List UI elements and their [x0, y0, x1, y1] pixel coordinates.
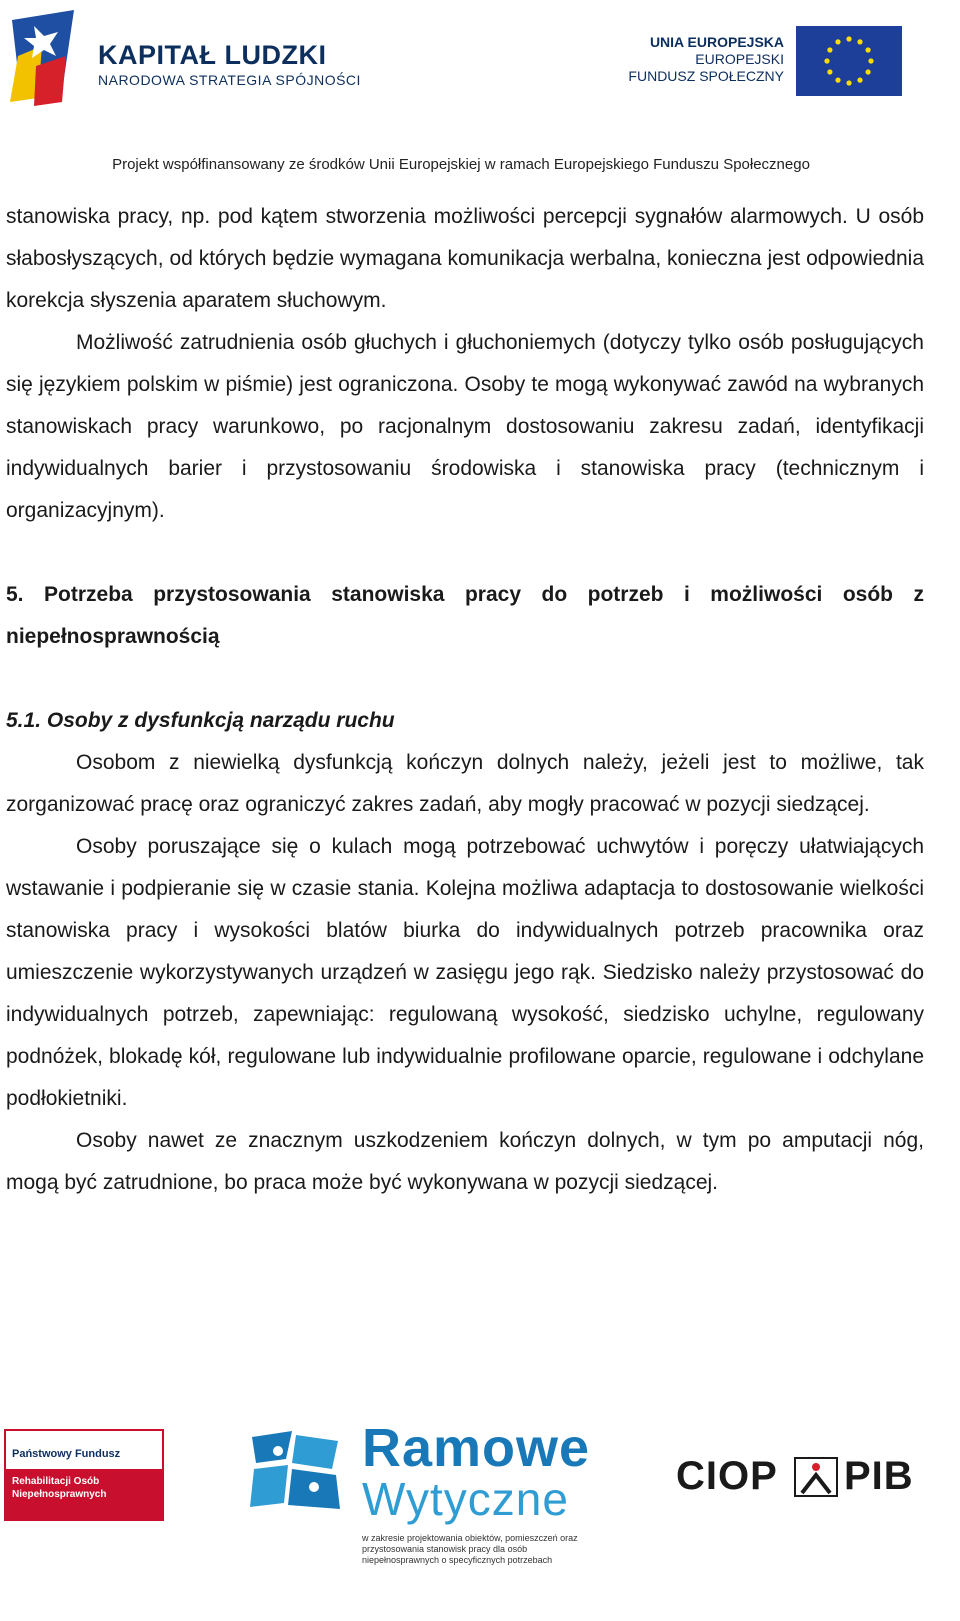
document-body [6, 196, 924, 1204]
ramowe-title: Ramowe [362, 1418, 591, 1478]
eu-star-icon [857, 39, 862, 44]
eu-name: UNIA EUROPEJSKA [649, 34, 784, 50]
pfron-line1: Państwowy Fundusz [12, 1448, 121, 1460]
pfron-logo [4, 1429, 164, 1521]
paragraph-hearing-correction: stanowiska pracy, np. pod kątem stworzenia możliwości percepcji sygnałów alarmowych. U osób słabosłyszących, od których będzie wymagana komunikacja werbalna, konieczna jest odpowiednia korekcja słyszenia aparatem słuchowym. [6, 205, 924, 312]
paragraph-deaf-employment: Możliwość zatrudnienia osób głuchych i głuchoniemych (dotyczy tylko osób posługujących się językiem polskim w piśmie) jest ograniczona. Osoby te mogą wykonywać zawód na wybranych stanowiskach pracy warunkowo, po racjonalnym dostosowaniu zakresu zadań, identyfikacji indywidualnych barier i przystosowaniu środowiska i stanowiska pracy (technicznym i organizacyjnym). [6, 331, 924, 522]
wytyczne-title: Wytyczne [362, 1473, 569, 1525]
pfron-lines-2-3 [12, 1475, 106, 1501]
eu-fund-line1: EUROPEJSKI [695, 51, 784, 67]
ciop-text: CIOP [676, 1454, 778, 1498]
paragraph-crutches: Osoby poruszające się o kulach mogą potrzebować uchwytów i poręczy ułatwiających wstawanie i podpieranie się w czasie stania. Kolejna możliwa adaptacja to dostosowanie wielkości stanowiska pracy i wysokości blatów biurka do indywidualnych potrzeb pracownika oraz umieszczenie wykorzystywanych urządzeń w zasięgu jego rąk. Siedzisko należy przystosować do indywidualnych potrzeb, zapewniając: regulowaną wysokość, siedzisko uchylne, regulowany podnóżek, blokadę kół, regulowane lub indywidualnie profilowane oparcie, regulowane i odchylane podłokietniki. [6, 835, 924, 1110]
ramowe-wytyczne-subtitle: w zakresie projektowania obiektów, pomieszczeń oraz przystosowania stanowisk pracy dla osób niepełnosprawnych o specyficznych potrzebach [362, 1533, 578, 1565]
kapital-ludzki-subtitle: NARODOWA STRATEGIA SPÓJNOŚCI [98, 72, 361, 88]
eu-star-icon [857, 78, 862, 83]
eu-star-icon [824, 58, 829, 63]
page-footer [0, 1415, 960, 1621]
eu-text-block [600, 34, 784, 85]
eu-star-icon [835, 78, 840, 83]
kapital-ludzki-title: KAPITAŁ LUDZKI [98, 40, 327, 70]
pfron-line2: Rehabilitacji Osób [12, 1476, 100, 1487]
page-header [0, 0, 960, 190]
paragraph-lower-limb: Osobom z niewielką dysfunkcją kończyn dolnych należy, jeżeli jest to możliwe, tak zorganizować pracę oraz ograniczyć zakres zadań, aby mogły pracować w pozycji siedzącej. [6, 751, 924, 816]
eu-flag-icon [796, 26, 902, 96]
pib-text: PIB [844, 1454, 914, 1498]
subsection-heading-5-1: 5.1. Osoby z dysfunkcją narządu ruchu [6, 709, 395, 732]
eu-star-icon [868, 58, 873, 63]
eu-fund-line2: FUNDUSZ SPOŁECZNY [628, 68, 784, 84]
section-heading-5: 5. Potrzeba przystosowania stanowiska pracy do potrzeb i możliwości osób z niepełnosprawnością [6, 583, 924, 648]
eu-star-icon [827, 69, 832, 74]
eu-star-icon [866, 69, 871, 74]
kapital-ludzki-text [98, 40, 361, 88]
eu-star-icon [866, 47, 871, 52]
paragraph-amputation: Osoby nawet ze znacznym uszkodzeniem kończyn dolnych, w tym po amputacji nóg, mogą być zatrudnione, bo praca może być wykonywana w pozycji siedzącej. [6, 1129, 924, 1194]
ciop-person-icon [794, 1457, 838, 1497]
eu-star-icon [835, 39, 840, 44]
ciop-pib-logo [676, 1453, 926, 1499]
project-cofinancing-note: Projekt współfinansowany ze środków Unii Europejskiej w ramach Europejskiego Funduszu Społecznego [112, 156, 810, 173]
eu-star-icon [846, 36, 851, 41]
eu-star-icon [827, 47, 832, 52]
kapital-ludzki-logo [4, 6, 94, 116]
pfron-line3: Niepełnosprawnych [12, 1489, 107, 1500]
ramowe-wytyczne-mark-icon [248, 1429, 344, 1511]
eu-star-icon [846, 80, 851, 85]
